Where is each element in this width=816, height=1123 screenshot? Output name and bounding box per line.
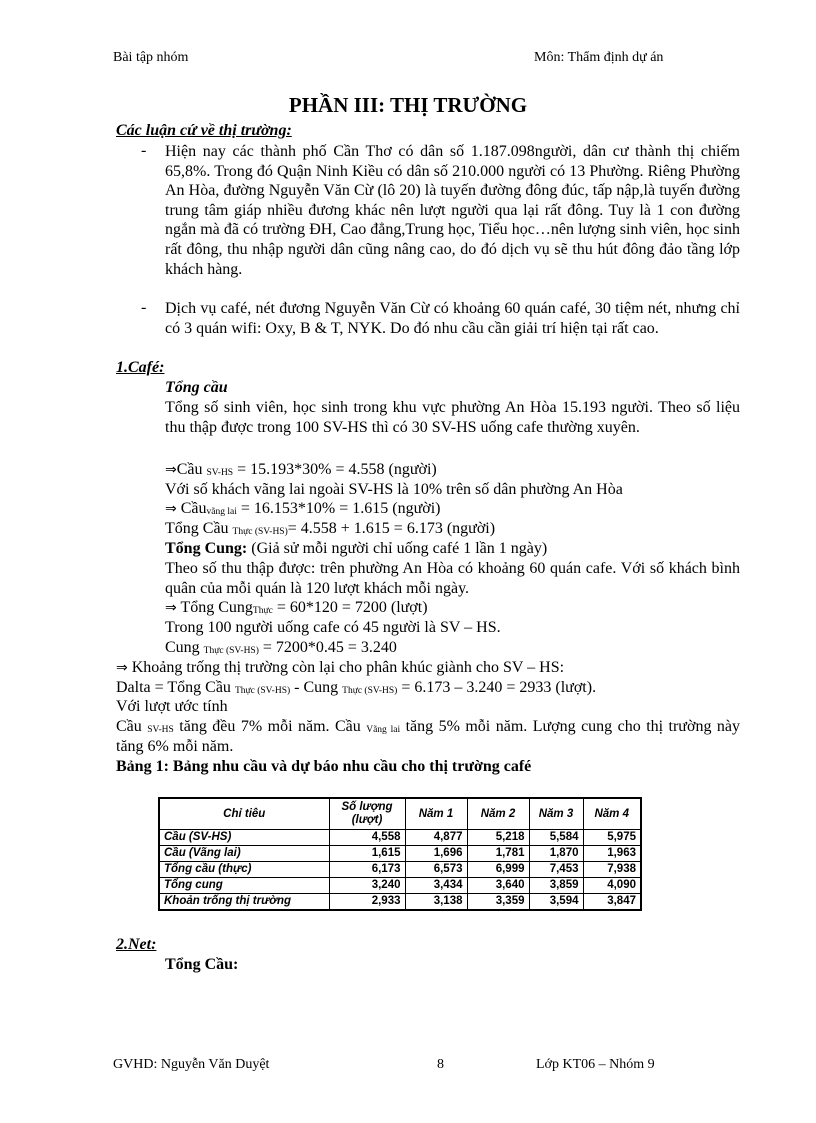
table-cell: Cầu (Vãng lai) — [159, 846, 329, 862]
table-cell: 7,453 — [529, 862, 583, 878]
header-right: Môn: Thẩm định dự án — [534, 50, 664, 65]
table-header-cell: Năm 1 — [405, 798, 467, 830]
formula-cung-thuc: Cung $_{Thực (SV-HS)}$ = 7200*0.45 = 3.240 — [165, 639, 397, 656]
line-uoc-tinh: Với lượt ước tính — [116, 698, 228, 715]
header-left: Bài tập nhóm — [113, 50, 189, 65]
footer-left: GVHD: Nguyễn Văn Duyệt — [113, 1057, 270, 1072]
table-header-cell: Năm 2 — [467, 798, 529, 830]
page-title: PHẦN III: THỊ TRƯỜNG — [288, 93, 528, 117]
line-vang-lai: Với số khách vãng lai ngoài SV-HS là 10% trên số dân phường An Hòa — [165, 481, 623, 498]
table-header-cell: Số lượng (lượt) — [329, 798, 405, 830]
table-header-cell: Năm 3 — [529, 798, 583, 830]
table-header-cell: Năm 4 — [583, 798, 641, 830]
table-cell: 3,434 — [405, 878, 467, 894]
table-cell: 6,173 — [329, 862, 405, 878]
table-cell: 4,558 — [329, 830, 405, 846]
formula-tong-cau: Tổng Cầu $_{Thực (SV-HS)}$= 4.558 + 1.615 = 6.173 (người) — [165, 520, 496, 537]
line-100-nguoi: Trong 100 người uống cafe có 45 người là SV – HS. — [165, 619, 501, 636]
table-row — [159, 846, 641, 862]
table-cell: 1,615 — [329, 846, 405, 862]
formula-cau-vang-lai: ⇒ Cầu$_{vãng lai}$ = 16.153*10% = 1.615 (người) — [165, 500, 441, 517]
bullet-dash: - — [141, 299, 147, 316]
table-cell: 3,847 — [583, 894, 641, 911]
table-cell: Cầu (SV-HS) — [159, 830, 329, 846]
table-cell: 1,781 — [467, 846, 529, 862]
formula-dalta: Dalta = Tổng Cầu $_{Thực (SV-HS)}$ - Cung $_{Thực (SV-HS)}$ = 6.173 – 3.240 = 2933 (lượt). — [116, 679, 597, 696]
table-cell: 5,218 — [467, 830, 529, 846]
formula-cau-svhs: ⇒Cầu $_{SV-HS}$ = 15.193*30% = 4.558 (người) — [165, 461, 437, 478]
bullet-paragraph-1: Hiện nay các thành phố Cần Thơ có dân số 1.187.098người, dân cư thành thị chiếm 65,8%. Trong đó Quận Ninh Kiều có dân số 210.000 người có 13 Phường. Riêng Phường An Hòa, đường Nguyễn Văn Cừ (lô 20) là tuyến đường đông đúc, tấp nập,là tuyến đường trung tâm giáp nhiều đương khác nên lượt người qua lại rất đông. Tuy là 1 con đường ngắn mà đã có trường ĐH, Cao đẳng,Trung học, Tiểu học…nên lượng sinh viên, học sinh rất đông, thu nhập người dân cũng nâng cao, do đó dịch vụ sẽ thu hút đông đảo tầng lớp khách hàng. — [165, 143, 740, 278]
section-heading-luan-cu: Các luận cứ về thị trường: — [116, 122, 292, 139]
table-cell: 3,640 — [467, 878, 529, 894]
paragraph-cung: Theo số thu thập được: trên phường An Hòa có khoảng 60 quán cafe. Với số khách bình quân của mỗi quán là 120 lượt khách mỗi ngày. — [165, 560, 740, 597]
table-cell: 3,859 — [529, 878, 583, 894]
table-caption: Bảng 1: Bảng nhu cầu và dự báo nhu cầu cho thị trường café — [116, 758, 532, 775]
table-cell: 5,975 — [583, 830, 641, 846]
subheading-net-tong-cau: Tổng Cầu: — [165, 956, 239, 973]
table-cell: 5,584 — [529, 830, 583, 846]
table-cell: 1,963 — [583, 846, 641, 862]
table-cell: 7,938 — [583, 862, 641, 878]
page-number: 8 — [437, 1057, 444, 1072]
table-cell: 3,359 — [467, 894, 529, 911]
line-khoang-trong: ⇒ Khoảng trống thị trường còn lại cho phân khúc giành cho SV – HS: — [116, 659, 565, 676]
subheading-tong-cau: Tổng cầu — [165, 379, 228, 396]
table-row — [159, 894, 641, 911]
table-cell: 6,573 — [405, 862, 467, 878]
table-cell: 3,594 — [529, 894, 583, 911]
table-cell: 1,696 — [405, 846, 467, 862]
table-cell: 3,138 — [405, 894, 467, 911]
bullet-dash: - — [141, 142, 147, 159]
table-header-row — [159, 798, 641, 830]
table-cell: 4,877 — [405, 830, 467, 846]
formula-tong-cung: ⇒ Tổng Cung$_{Thực}$ = 60*120 = 7200 (lượt) — [165, 599, 428, 616]
table-cell: Tổng cung — [159, 878, 329, 894]
table-header-cell: Chỉ tiêu — [159, 798, 329, 830]
table-cell: Khoản trống thị trường — [159, 894, 329, 911]
table-cell: 1,870 — [529, 846, 583, 862]
footer-right: Lớp KT06 – Nhóm 9 — [536, 1057, 655, 1072]
table-cell: 3,240 — [329, 878, 405, 894]
line-tong-cung: Tổng Cung: (Giả sử mỗi người chỉ uống café 1 lần 1 ngày) — [165, 540, 548, 557]
table-cell: 4,090 — [583, 878, 641, 894]
paragraph-tong-so-sv: Tổng số sinh viên, học sinh trong khu vực phường An Hòa 15.193 người. Theo số liệu thu thập được trong 100 SV-HS thì có 30 SV-HS uống cafe thường xuyên. — [165, 399, 740, 436]
table-cell: 2,933 — [329, 894, 405, 911]
table-row — [159, 862, 641, 878]
table-row — [159, 878, 641, 894]
table-cell: Tổng cầu (thực) — [159, 862, 329, 878]
section-heading-cafe: 1.Café: — [116, 359, 165, 376]
section-heading-net: 2.Net: — [116, 936, 157, 953]
bullet-paragraph-2: Dịch vụ café, nét đương Nguyễn Văn Cừ có khoảng 60 quán café, 30 tiệm nét, nhưng chỉ có 3 quán wifi: Oxy, B & T, NYK. Do đó nhu cầu cần giải trí hiện tại rất cao. — [165, 300, 740, 337]
table-row — [159, 830, 641, 846]
demand-forecast-table — [158, 797, 642, 911]
paragraph-growth: Cầu $_{SV-HS}$ tăng đều 7% mỗi năm. Cầu $_{Vãng lai}$ tăng 5% mỗi năm. Lượng cung cho thị trường này tăng 6% mỗi năm. — [116, 718, 741, 755]
table-cell: 6,999 — [467, 862, 529, 878]
